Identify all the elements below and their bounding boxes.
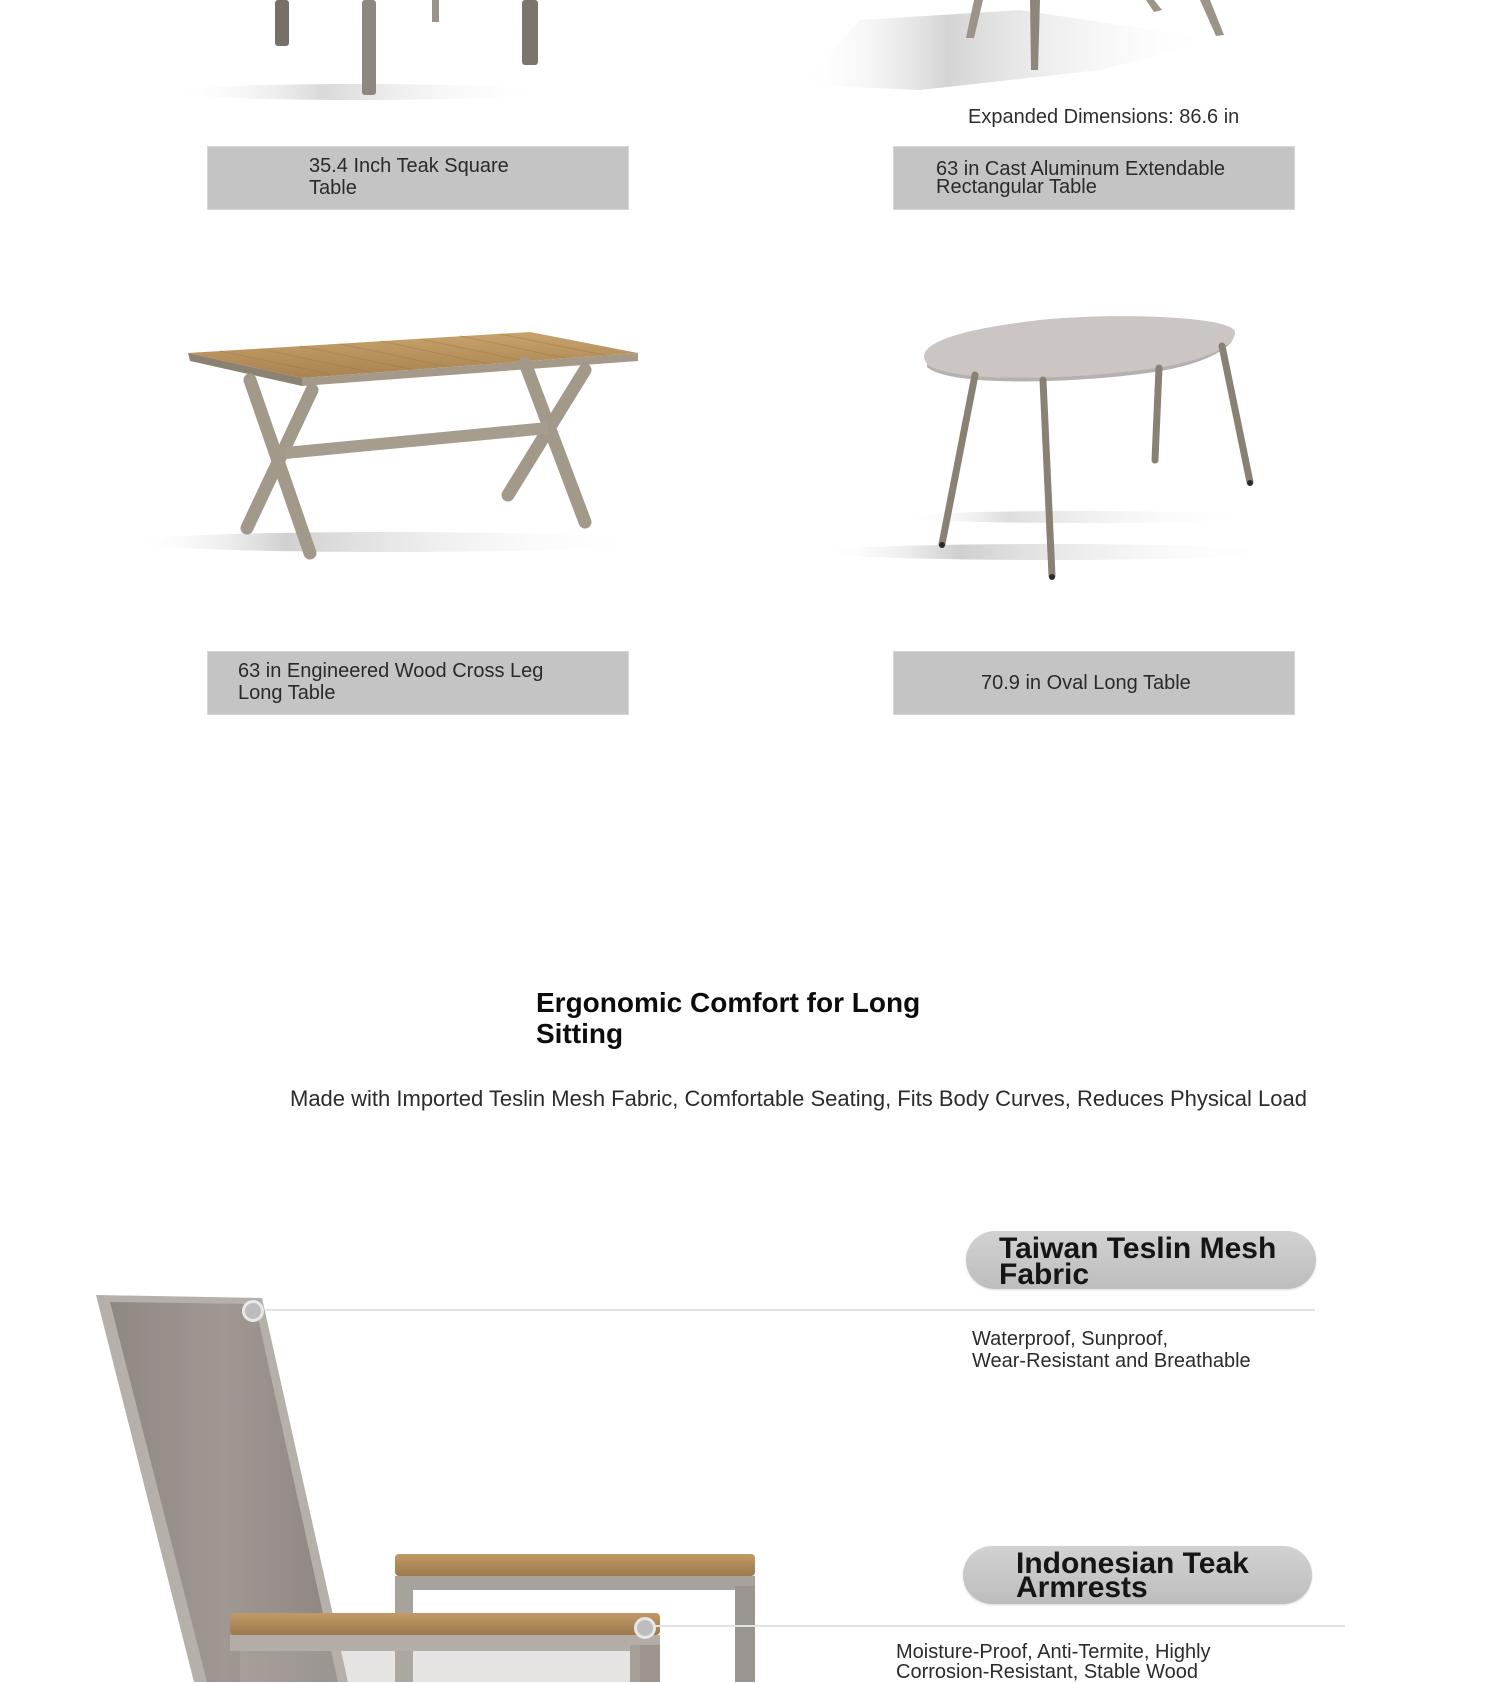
product-label-line2: Rectangular Table [936, 176, 1097, 198]
product-label-oval-table[interactable] [893, 651, 1295, 715]
comfort-title-line1: Ergonomic Comfort for Long [536, 987, 921, 1018]
callout-line-armrests [655, 1625, 1345, 1627]
feature-pill-mesh-fabric [966, 1231, 1316, 1289]
callout-dot-armrests[interactable] [634, 1617, 656, 1639]
product-label-line2: Long Table [238, 682, 336, 704]
feature-desc-teak-armrests [896, 1642, 1211, 1682]
product-label-line1: 70.9 in Oval Long Table [981, 672, 1191, 694]
callout-line-mesh [265, 1309, 1315, 1311]
extendable-table-image [800, 0, 1240, 95]
cross-leg-long-table-image [130, 320, 650, 580]
feature-desc-line2: Corrosion-Resistant, Stable Wood [896, 1661, 1198, 1683]
feature-title-line2: Armrests [1016, 1571, 1148, 1604]
teak-square-table-image [170, 0, 570, 115]
feature-title-line2: Fabric [999, 1258, 1090, 1291]
callout-dot-mesh[interactable] [242, 1300, 264, 1322]
feature-desc-line1: Waterproof, Sunproof, [972, 1328, 1169, 1350]
feature-title-line1: Taiwan Teslin Mesh [999, 1232, 1277, 1265]
feature-pill-teak-armrests [963, 1546, 1312, 1604]
product-label-teak-square-table[interactable] [207, 146, 629, 210]
product-label-line2: Table [309, 177, 357, 199]
comfort-section-subtitle: Made with Imported Teslin Mesh Fabric, Comfortable Seating, Fits Body Curves, Reduces Physical Load [290, 1086, 1307, 1111]
feature-desc-line1: Moisture-Proof, Anti-Termite, Highly [896, 1641, 1211, 1663]
product-label-extendable-table[interactable] [893, 146, 1295, 210]
comfort-section-title [536, 987, 920, 1049]
feature-desc-mesh-fabric [972, 1328, 1251, 1372]
product-label-cross-leg-table[interactable] [207, 651, 629, 715]
comfort-title-line2: Sitting [536, 1018, 624, 1049]
expanded-dimensions-note: Expanded Dimensions: 86.6 in [968, 106, 1240, 128]
feature-desc-line2: Wear-Resistant and Breathable [972, 1350, 1251, 1372]
product-label-line1: 63 in Cast Aluminum Extendable [936, 158, 1226, 180]
chair-image [90, 1290, 810, 1682]
product-label-line1: 63 in Engineered Wood Cross Leg [238, 660, 544, 682]
feature-title-line1: Indonesian Teak [1016, 1547, 1249, 1580]
product-label-line1: 35.4 Inch Teak Square [309, 155, 509, 177]
oval-long-table-image [830, 312, 1290, 592]
